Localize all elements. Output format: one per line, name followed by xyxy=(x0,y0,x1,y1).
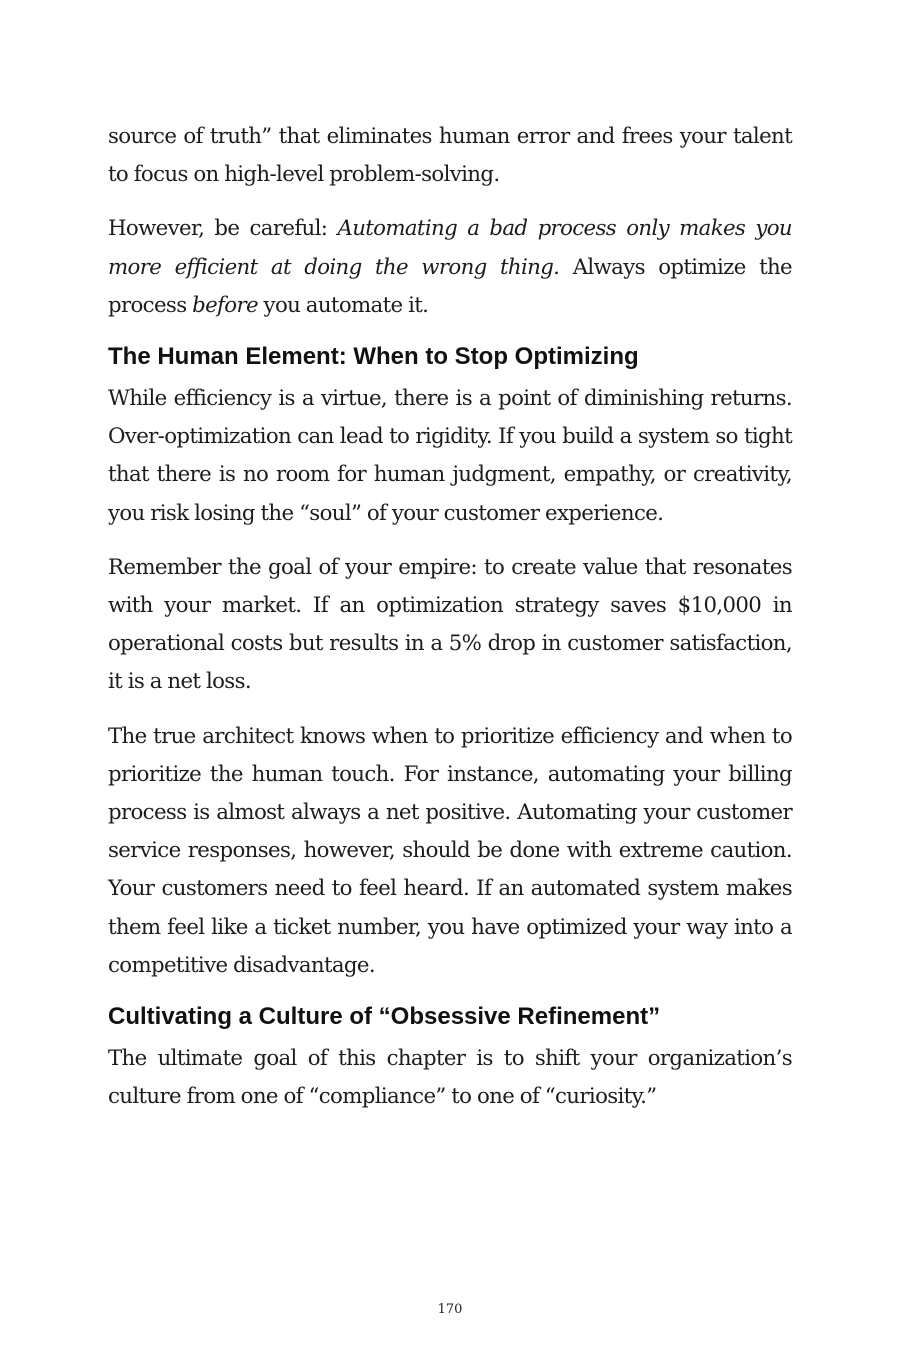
paragraph-empire-goal: Remember the goal of your empire: to create value that resonates with your market. If an optimization strategy saves $10,000 in operational costs but results in a 5% drop in customer satisfaction, it is a net loss. xyxy=(108,554,792,695)
be-careful-italic-warning: Automating a bad process only makes you more efficient at doing the wrong thing. xyxy=(108,216,792,280)
heading-obsessive-refinement: Cultivating a Culture of “Obsessive Refinement” xyxy=(108,1003,661,1031)
paragraph-source-of-truth: source of truth” that eliminates human error and frees your talent to focus on high-level problem-solving. xyxy=(108,124,792,188)
page-number: 170 xyxy=(437,1302,463,1317)
paragraph-be-careful xyxy=(108,210,792,325)
be-careful-text-3: you automate it. xyxy=(257,292,429,318)
heading-human-element: The Human Element: When to Stop Optimizing xyxy=(108,343,639,371)
paragraph-true-architect: The true architect knows when to prioritize efficiency and when to prioritize the human touch. For instance, automating your billing process is almost always a net positive. Automating your customer service responses, however, should be done with extreme caution. Your customers need to feel heard. If an automated system makes them feel like a ticket number, you have optimized your way into a competitive disadvantage. xyxy=(108,723,792,978)
be-careful-text-1: However, be careful: xyxy=(108,216,338,242)
page-content xyxy=(108,118,792,1132)
be-careful-text-2: Always optimize the process xyxy=(108,254,793,318)
paragraph-ultimate-goal: The ultimate goal of this chapter is to shift your organization’s culture from one of “compliance” to one of “curiosity.” xyxy=(108,1046,792,1110)
paragraph-diminishing-returns: While efficiency is a virtue, there is a point of diminishing returns. Over-optimization can lead to rigidity. If you build a system so tight that there is no room for human judgment, empathy, or creativity, you risk losing the “soul” of your customer experience. xyxy=(108,386,792,526)
be-careful-italic-before: before xyxy=(192,292,258,318)
